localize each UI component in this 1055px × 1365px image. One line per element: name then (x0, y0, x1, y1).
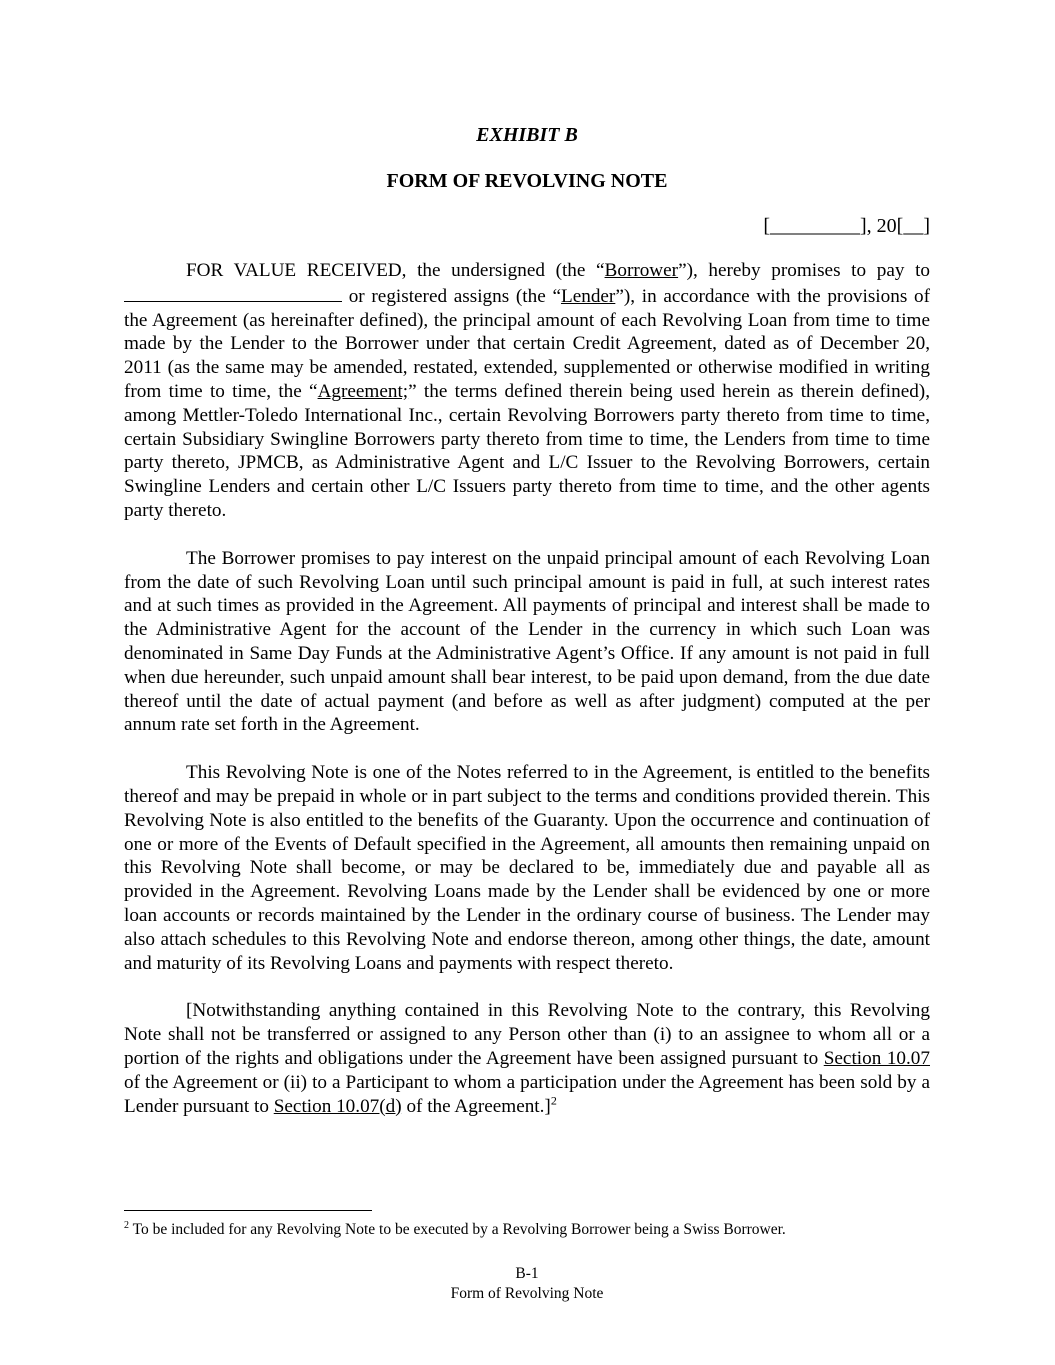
paragraph-interest: The Borrower promises to pay interest on the unpaid principal amount of each Revolving Loan from the date of such Revolving Loan until such principal amount is paid in full, at such interest rates and at such times as provided in the Agreement. All payments of principal and interest shall be made to the Administrative Agent for the account of the Lender in the currency in which such Loan was denominated in Same Day Funds at the Administrative Agent’s Office. If any amount is not paid in full when due hereunder, such unpaid amount shall bear interest, to be paid upon demand, from the due date thereof until the date of actual payment (and before as well as after judgment) computed at the per annum rate set forth in the Agreement. (124, 547, 930, 736)
footer-doc-title: Form of Revolving Note (450, 1285, 604, 1302)
paragraph-notes-benefits: This Revolving Note is one of the Notes referred to in the Agreement, is entitled to the benefits thereof and may be prepaid in whole or in part subject to the terms and conditions provided therein. This Revolving Note is also entitled to the benefits of the Guaranty. Upon the occurrence and continuation of one or more of the Events of Default specified in the Agreement, all amounts then remaining unpaid on this Revolving Note shall become, or may be declared to be, immediately due and payable all as provided in the Agreement. Revolving Loans made by the Lender shall be evidenced by one or more loan accounts or records maintained by the Lender in the ordinary course of business. The Lender may also attach schedules to this Revolving Note and endorse thereon, among other things, the date, amount and maturity of its Revolving Loans and payments with respect thereto. (124, 762, 930, 974)
paragraph-transfer-restriction (124, 999, 930, 1118)
defined-term-agreement: Agreement; (317, 380, 409, 402)
p1-text-d: ”), in accordance with the provisions of the Agreement (as hereinafter defined), the principal amount of each Revolving Loan from time to time made by the Lender to the Borrower under that certain Credit Agreement, dated as of December 20, 2011 (as the same may be amended, restated, extended, supplemented or otherwise modified in writing from time to time, the “ (124, 285, 930, 402)
p1-text-b: ”), hereby promises to pay to (678, 260, 930, 281)
p4-text-c: of the Agreement.] (401, 1095, 551, 1117)
p1-text-e: ” the terms defined therein being used herein as therein defined), among Mettler-Toledo International Inc., certain Revolving Borrowers party thereto from time to time, certain Subsidiary Swingline Borrowers party thereto from time to time, the Lenders from time to time party thereto, JPMCB, as Administrative Agent and L/C Issuer to the Revolving Borrowers, certain Swingline Lenders and certain other L/C Issuers party thereto from time to time, and the other agents party thereto. (124, 380, 930, 521)
date-placeholder: [_________], 20[__] (763, 215, 930, 237)
p1-text-c: or registered assigns (the “ (342, 285, 561, 307)
page-number: B-1 (515, 1265, 539, 1282)
footnote (124, 1220, 930, 1240)
p4-text-b: of the Agreement or (ii) to a Participant to whom a participation under the Agreement has been sold by a Lender pursuant to (124, 1071, 930, 1117)
footnote-text: To be included for any Revolving Note to be executed by a Revolving Borrower being a Swiss Borrower. (129, 1221, 786, 1238)
exhibit-heading: EXHIBIT B (476, 124, 578, 146)
section-reference-10-07: Section 10.07 (823, 1047, 930, 1069)
p1-text-a: FOR VALUE RECEIVED, the undersigned (the “ (186, 260, 605, 281)
footnote-marker: 2 (124, 1219, 129, 1231)
document-page (124, 0, 930, 1365)
payee-blank-line (124, 283, 342, 302)
defined-term-lender: Lender (560, 285, 616, 307)
defined-term-borrower: Borrower (604, 260, 679, 281)
footnote-divider (124, 1210, 372, 1211)
footnote-reference: 2 (550, 1093, 557, 1108)
paragraph-for-value-received (124, 259, 930, 523)
section-reference-10-07-d: Section 10.07(d) (273, 1095, 402, 1117)
document-title: FORM OF REVOLVING NOTE (386, 170, 668, 192)
page-footer (124, 1264, 930, 1304)
body-text (124, 259, 930, 1142)
p4-text-a: [Notwithstanding anything contained in this Revolving Note to the contrary, this Revolving Note shall not be transferred or assigned to any Person other than (i) to an assignee to whom all or a portion of the rights and obligations under the Agreement have been assigned pursuant to (124, 1000, 930, 1069)
